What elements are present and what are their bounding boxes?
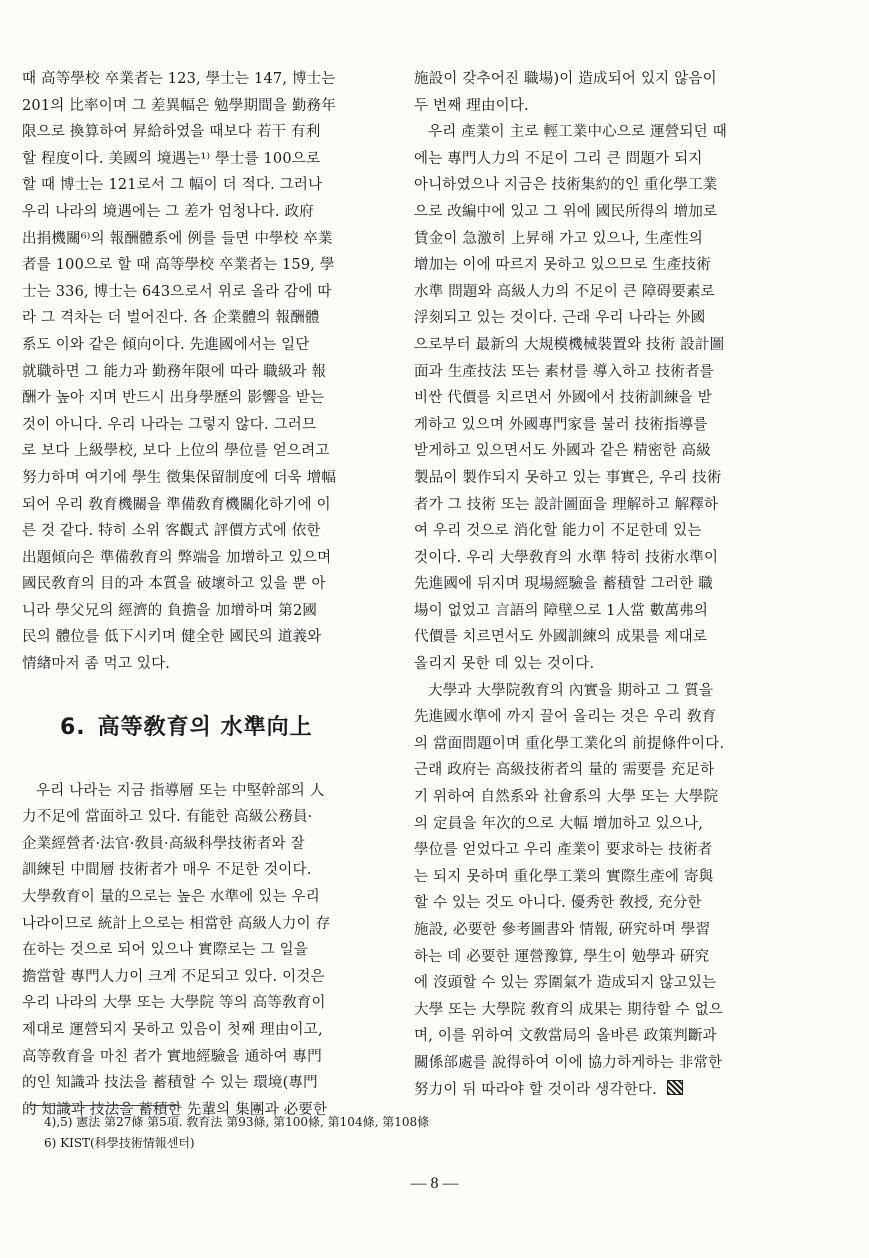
text-line: 水準 問題와 高級人力의 不足이 큰 障碍要素로	[414, 283, 715, 300]
text-line: 기 위하여 自然系와 社會系의 大學 또는 大學院	[414, 789, 719, 806]
text-line: 面과 生產技法 또는 素材를 導入하고 技術者를	[414, 363, 714, 380]
text-line: 努力하며 여기에 學生 徵集保留制度에 더욱 增幅	[22, 469, 337, 486]
text-line: 大學과 大學院敎育의 內實을 期하고 그 質을	[428, 682, 714, 699]
text-line: 民의 體位를 低下시키며 健全한 國民의 道義와	[22, 629, 322, 646]
text-line: 先進國水準에 까지 끌어 올리는 것은 우리 敎育	[414, 709, 717, 726]
text-line: 學位를 얻었다고 우리 產業이 要求하는 技術者	[414, 842, 713, 859]
text-line: 的 知識과 技法을 蓄積한 先輩의 集團과 必要한	[22, 1101, 328, 1118]
text-line: 때 高等學校 卒業者는 123, 學士는 147, 博士는	[22, 71, 336, 87]
text-line: 에 沒頭할 수 있는 雰圍氣가 造成되지 않고있는	[414, 975, 717, 992]
text-line: 우리 나라의 境遇에는 그 差가 엄청나다. 政府	[22, 203, 314, 220]
right-paragraph-2	[414, 119, 766, 677]
text-line: 的인 知識과 技法을 蓄積할 수 있는 環境(專門	[22, 1075, 318, 1092]
text-line: 게하고 있으며 外國專門家를 불러 技術指導를	[414, 416, 708, 433]
text-line: 의 當面問題이며 重化學工業化의 前提條件이다.	[414, 735, 725, 752]
text-line: 增加는 이에 따르지 못하고 있으므로 生產技術	[414, 257, 711, 274]
text-line: 것이 아니다. 우리 나라는 그렇지 않다. 그러므	[22, 416, 317, 433]
text-line: 力不足에 當面하고 있다. 有能한 高級公務員·	[22, 809, 313, 826]
text-line: 201의 比率이며 그 差異幅은 勉學期間을 勤務年	[22, 97, 336, 114]
text-line: 우리 나라의 大學 또는 大學院 等의 高等敎育이	[22, 995, 326, 1012]
text-line: 大學 또는 大學院 敎育의 成果는 期待할 수 없으	[414, 1001, 724, 1018]
text-line: 할 程度이다. 美國의 境遇는¹⁾ 學士를 100으로	[22, 150, 321, 167]
text-line: 關係部處를 說得하여 이에 協力하게하는 非常한	[414, 1054, 723, 1071]
text-line: 出題傾向은 準備敎育의 弊端을 加增하고 있으며	[22, 549, 332, 566]
text-line: 施設이 갖추어진 職場)이 造成되어 있지 않음이	[414, 71, 717, 87]
footnotes	[44, 1112, 429, 1154]
text-line: 의 定員을 年次的으로 大幅 增加하고 있으나,	[414, 815, 704, 832]
text-line: 며, 이를 위하여 文敎當局의 올바른 政策判斷과	[414, 1028, 717, 1045]
text-line: 되어 우리 敎育機關을 準備敎育機關化하기에 이	[22, 496, 331, 513]
text-line: 으로부터 最新의 大規模機械裝置와 技術 設計圖	[414, 336, 725, 353]
text-line: 비싼 代價를 치르면서 外國에서 技術訓練을 받	[414, 390, 712, 407]
text-line	[414, 1077, 766, 1104]
right-paragraph-3	[414, 678, 766, 1104]
text-line: 두 번째 理由이다.	[414, 97, 529, 114]
text-line: 情緖마저 좀 먹고 있다.	[22, 656, 171, 673]
text-line: 限으로 換算하여 昇給하였을 때보다 若干 有利	[22, 124, 321, 141]
text-line: 國民敎育의 目的과 本質을 破壞하고 있을 뿐 아	[22, 576, 326, 593]
footnote: 4),5) 憲法 第27條 第5項. 敎育法 第93條, 第100條, 第104條, 第108條	[44, 1115, 430, 1129]
text-line: 른 것 같다. 特히 소위 客觀式 評價方式에 依한	[22, 523, 321, 540]
left-paragraph-1	[22, 66, 382, 678]
text-line: 받게하고 있으면서도 外國과 같은 精密한 高級	[414, 443, 711, 460]
text-line: 라 그 격차는 더 벌어진다. 各 企業體의 報酬體	[22, 310, 320, 327]
text-line: 就職하면 그 能力과 勤務年限에 따라 職級과 報	[22, 363, 327, 380]
text-line: 酬가 높아 지며 반드시 出身學歷의 影響을 받는	[22, 390, 325, 407]
right-paragraph-1	[414, 66, 766, 119]
text-line: 올리지 못한 데 있는 것이다.	[414, 656, 595, 673]
text-line: 在하는 것으로 되어 있으나 實際로는 그 일을	[22, 942, 309, 959]
text-line: 근래 政府는 高級技術者의 量的 需要를 充足하	[414, 762, 715, 779]
text-line: 으로 改編中에 있고 그 위에 國民所得의 增加로	[414, 203, 718, 220]
text-line: 할 때 博士는 121로서 그 幅이 더 적다. 그러나	[22, 177, 323, 194]
text-line: 賃金이 急激히 上昇해 가고 있으나, 生產性의	[414, 230, 704, 247]
text-line: 擔當할 專門人力이 크게 不足되고 있다. 이것은	[22, 968, 325, 985]
text-line: 大學敎育이 量的으로는 높은 水準에 있는 우리	[22, 889, 320, 906]
text-line: 우리 나라는 지금 指導層 또는 中堅幹部의 人	[36, 782, 325, 799]
text-line: 高等敎育을 마친 者가 實地經驗을 通하여 專門	[22, 1048, 322, 1065]
page-number: — 8 —	[410, 1175, 459, 1192]
text-line: 者를 100으로 할 때 高等學校 卒業者는 159, 學	[22, 257, 335, 274]
section-heading	[60, 708, 382, 748]
text-line: 施設, 必要한 參考圖書와 情報, 硏究하며 學習	[414, 922, 711, 938]
text-line: 나라이므로 統計上으로는 相當한 高級人力이 存	[22, 915, 331, 932]
left-column	[22, 66, 382, 1123]
text-line: 하는 데 必要한 運營豫算, 學生이 勉學과 硏究	[414, 948, 710, 965]
text-line: 할 수 있는 것도 아니다. 優秀한 敎授, 充分한	[414, 895, 702, 912]
text-line: 者가 그 技術 또는 設計圖面을 理解하고 解釋하	[414, 496, 719, 513]
text-line: 場이 없었고 言語의 障壁으로 1人當 數萬弗의	[414, 602, 709, 619]
text-line: 出捐機關⁶⁾의 報酬體系에 例를 들면 中學校 卒業	[22, 230, 333, 247]
text-line: 企業經營者·法官·敎員·高級科學技術者와 잘	[22, 835, 305, 852]
text-line: 아니하였으나 지금은 技術集約的인 重化學工業	[414, 177, 718, 194]
text-line: 訓練된 中間層 技術者가 매우 不足한 것이다.	[22, 862, 312, 879]
text-line: 浮刻되고 있는 것이다. 근래 우리 나라는 外國	[414, 310, 706, 327]
section-title: 高等敎育의 水準向上	[97, 714, 313, 740]
text-line: 代價를 치르면서도 外國訓練의 成果를 제대로	[414, 629, 708, 646]
end-of-article-icon	[667, 1080, 683, 1095]
footnote: 6) KIST(科學技術情報센터)	[44, 1136, 195, 1150]
text-line: 先進國에 뒤지며 現場經驗을 蓄積할 그러한 職	[414, 576, 713, 593]
section-number: 6.	[60, 714, 86, 740]
text-line: 니라 學父兄의 經濟的 負擔을 加增하며 第2國	[22, 602, 318, 619]
text-line: 우리 產業이 主로 輕工業中心으로 運營되던 때	[428, 124, 727, 141]
text-line: 로 보다 上級學校, 보다 上位의 學位를 얻으려고	[22, 443, 330, 460]
text-line: 製品이 製作되지 못하고 있는 事實은, 우리 技術	[414, 469, 722, 486]
text-line: 는 되지 못하며 重化學工業의 實際生產에 寄與	[414, 868, 714, 885]
text-line: 系도 이와 같은 傾向이다. 先進國에서는 일단	[22, 336, 310, 353]
text-line: 에는 專門人力의 不足이 그리 큰 問題가 되지	[414, 150, 703, 167]
text-line: 士는 336, 博士는 643으로서 위로 올라 감에 따	[22, 283, 332, 300]
right-column	[414, 66, 766, 1103]
text-line-content: 努力이 뒤 따라야 할 것이라 생각한다.	[414, 1081, 657, 1098]
left-paragraph-2	[22, 778, 382, 1124]
text-line: 제대로 運營되지 못하고 있음이 첫째 理由이고,	[22, 1022, 323, 1038]
text-line: 여 우리 것으로 消化할 能力이 不足한데 있는	[414, 523, 702, 540]
text-line: 것이다. 우리 大學敎育의 水準 特히 技術水準이	[414, 549, 719, 566]
footnote-divider	[30, 1105, 180, 1106]
